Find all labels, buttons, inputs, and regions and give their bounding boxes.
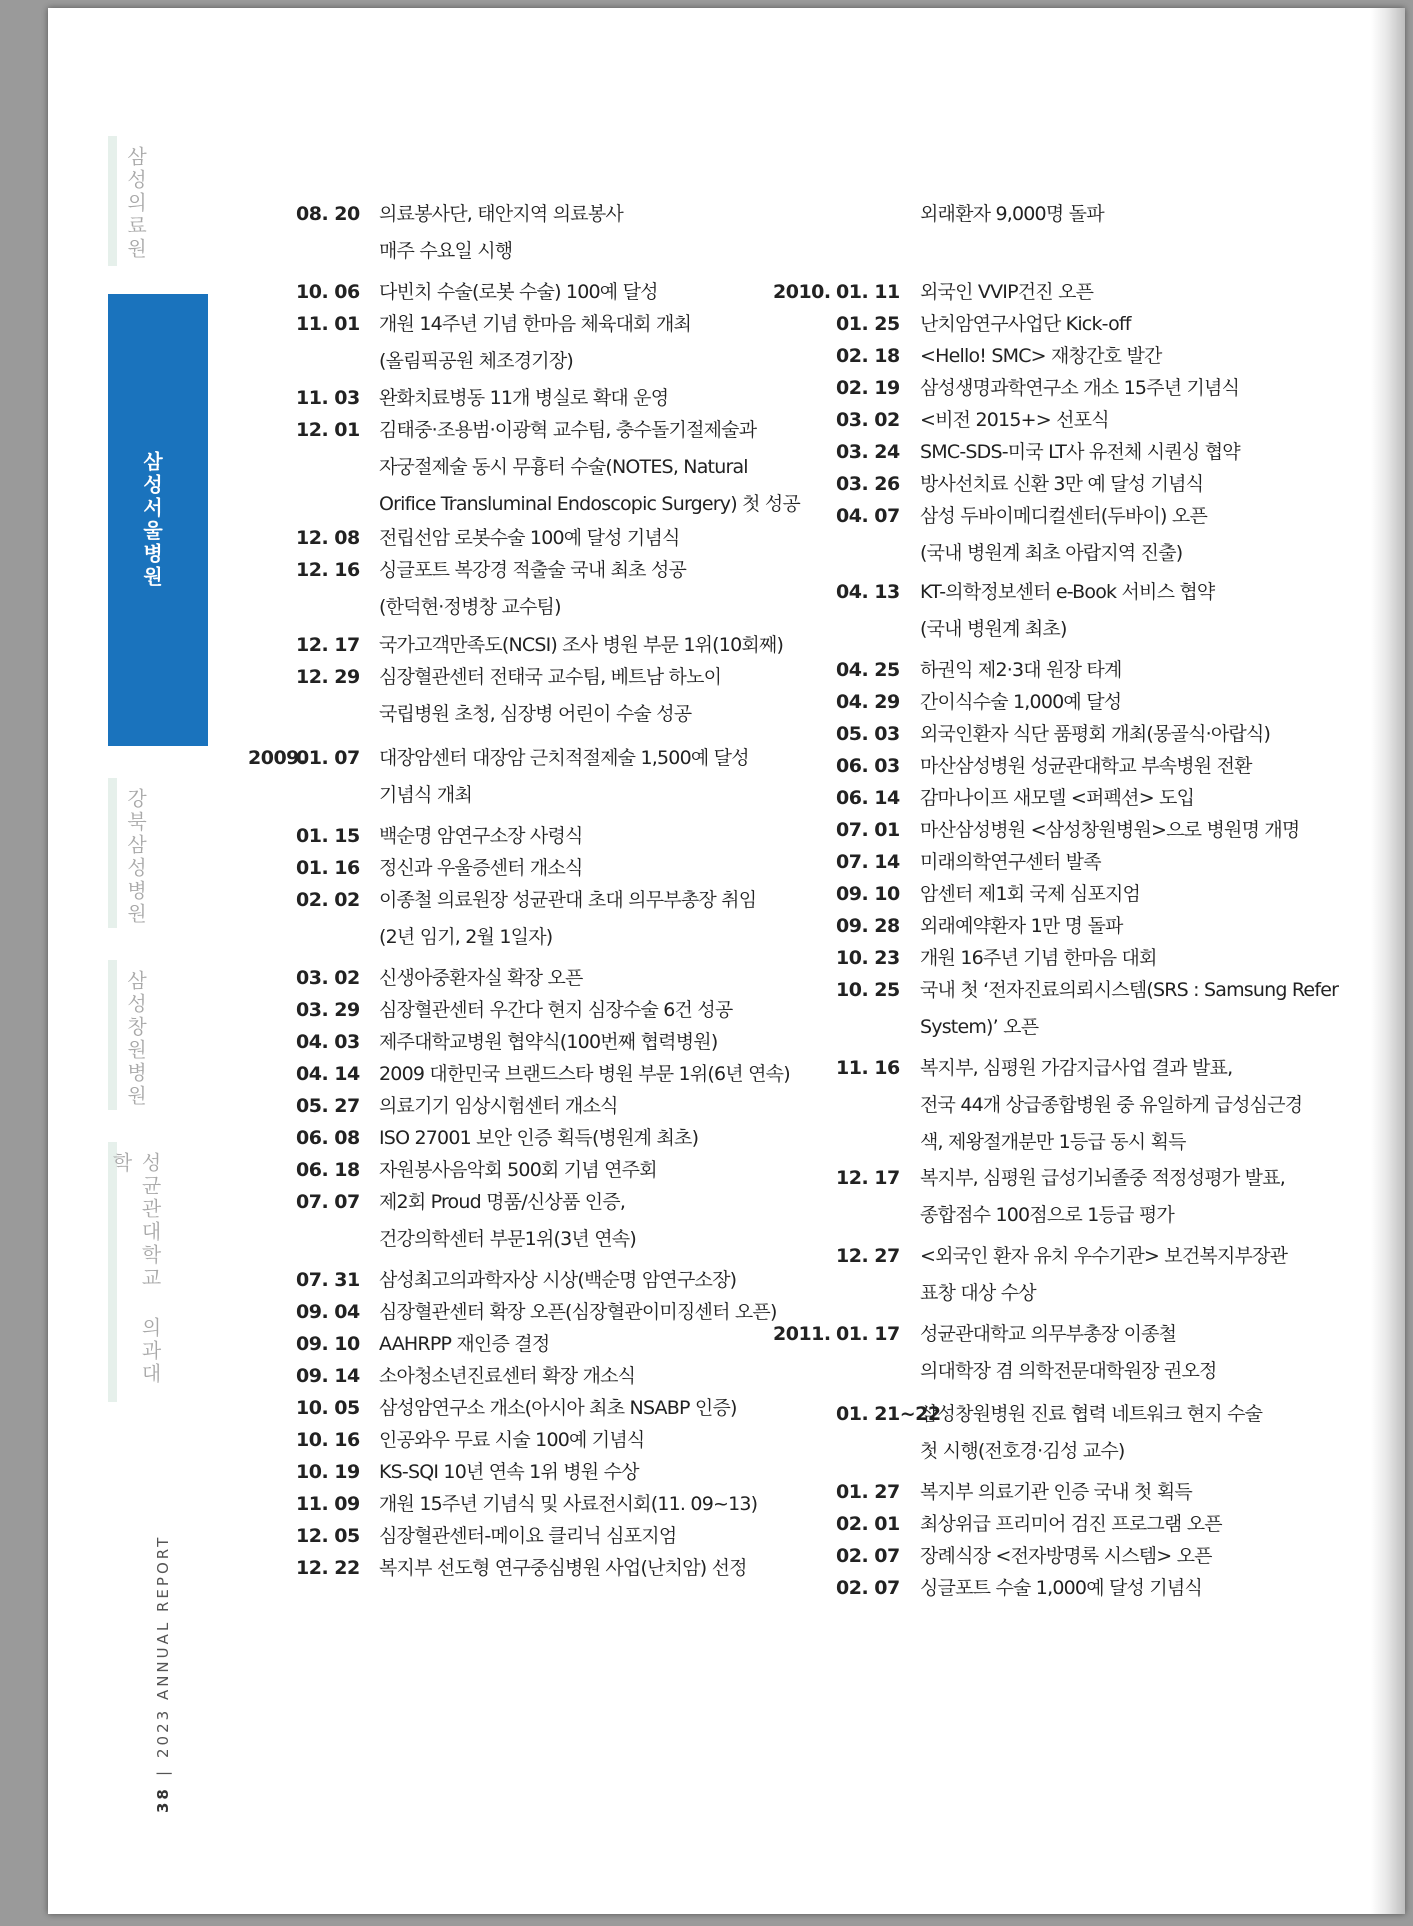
footer-separator: | <box>154 1768 172 1777</box>
timeline-event-line: 국립병원 초청, 심장병 어린이 수술 성공 <box>379 703 692 725</box>
timeline-date: 01. 11 <box>836 281 900 303</box>
timeline-event-line: 복지부, 심평원 급성기뇌졸중 적정성평가 발표, <box>920 1167 1285 1189</box>
sidebar-tab-samsung-seoul-hospital[interactable] <box>108 294 208 746</box>
timeline-date: 11. 09 <box>296 1493 360 1515</box>
timeline-event-line: 인공와우 무료 시술 100예 기념식 <box>379 1429 645 1451</box>
timeline-event-line: 미래의학연구센터 발족 <box>920 851 1101 873</box>
timeline-event-line: 간이식수술 1,000예 달성 <box>920 691 1122 713</box>
timeline-event-line: 복지부, 심평원 가감지급사업 결과 발표, <box>920 1057 1233 1079</box>
timeline-event-line: 자원봉사음악회 500회 기념 연주회 <box>379 1159 657 1181</box>
timeline-date: 09. 28 <box>836 915 900 937</box>
sidebar-tab-label: 삼성의료원 <box>123 146 148 261</box>
timeline-event-line: 마산삼성병원 성균관대학교 부속병원 전환 <box>920 755 1252 777</box>
timeline-date: 10. 06 <box>296 281 360 303</box>
timeline-date: 04. 07 <box>836 505 900 527</box>
timeline-event-line: 성균관대학교 의무부총장 이종철 <box>920 1323 1177 1345</box>
timeline-date: 04. 03 <box>296 1031 360 1053</box>
timeline-event-line: 개원 14주년 기념 한마음 체육대회 개최 <box>379 313 692 335</box>
tab-bar <box>108 960 117 1110</box>
timeline-event <box>379 412 800 523</box>
timeline-event-line: Orifice Transluminal Endoscopic Surgery) 첫 성공 <box>379 493 800 515</box>
timeline-year: 2010. <box>773 281 831 303</box>
timeline-event-line: 최상위급 프리미어 검진 프로그램 오픈 <box>920 1513 1222 1535</box>
timeline-date: 02. 19 <box>836 377 900 399</box>
timeline-event-line: 기념식 개최 <box>379 784 473 806</box>
timeline-date: 03. 24 <box>836 441 900 463</box>
timeline-date: 02. 01 <box>836 1513 900 1535</box>
timeline-date: 10. 25 <box>836 979 900 1001</box>
sidebar-tab-label: 성균관대학교 의과대학 <box>109 1152 162 1386</box>
sidebar-tab-label: 강북삼성병원 <box>123 788 148 926</box>
timeline-event-line: System)’ 오픈 <box>920 1016 1039 1038</box>
timeline-date: 04. 14 <box>296 1063 360 1085</box>
timeline-event-line: 매주 수요일 시행 <box>379 240 513 262</box>
tab-bar <box>108 136 117 266</box>
timeline-event-line: 의료봉사단, 태안지역 의료봉사 <box>379 203 623 225</box>
timeline-event-line: 삼성 두바이메디컬센터(두바이) 오픈 <box>920 505 1208 527</box>
timeline-date: 04. 13 <box>836 581 900 603</box>
timeline-date: 12. 17 <box>296 634 360 656</box>
timeline-event <box>379 659 721 733</box>
timeline-event <box>379 1184 636 1258</box>
timeline-date: 10. 05 <box>296 1397 360 1419</box>
timeline-event-line: 싱글포트 수술 1,000예 달성 기념식 <box>920 1577 1203 1599</box>
timeline-event <box>920 1316 1217 1390</box>
timeline-event <box>920 1160 1285 1234</box>
timeline-event-line: SMC-SDS-미국 LT사 유전체 시퀀싱 협약 <box>920 441 1240 463</box>
timeline-event-line: 전국 44개 상급종합병원 중 유일하게 급성심근경 <box>920 1094 1303 1116</box>
timeline-event-line: 삼성창원병원 진료 협력 네트워크 현지 수술 <box>920 1403 1263 1425</box>
timeline-date: 07. 31 <box>296 1269 360 1291</box>
timeline-date: 10. 23 <box>836 947 900 969</box>
timeline-date: 09. 04 <box>296 1301 360 1323</box>
timeline-event-line: <외국인 환자 유치 우수기관> 보건복지부장관 <box>920 1245 1288 1267</box>
timeline-date: 12. 27 <box>836 1245 900 1267</box>
sidebar-tab-skku-medicine[interactable] <box>108 1142 162 1402</box>
timeline-date: 11. 03 <box>296 387 360 409</box>
timeline-event-line: 복지부 선도형 연구중심병원 사업(난치암) 선정 <box>379 1557 747 1579</box>
timeline-date: 01. 15 <box>296 825 360 847</box>
annual-report-label: 2023 ANNUAL REPORT <box>154 1534 172 1759</box>
timeline-event-line: 완화치료병동 11개 병실로 확대 운영 <box>379 387 669 409</box>
timeline-event-line: 외래예약환자 1만 명 돌파 <box>920 915 1123 937</box>
sidebar-tab-label: 삼성창원병원 <box>123 970 148 1108</box>
timeline-event <box>920 1570 1202 1607</box>
timeline-date: 01. 07 <box>296 747 360 769</box>
timeline-event-line: 제주대학교병원 협약식(100번째 협력병원) <box>379 1031 718 1053</box>
timeline-event-line: 건강의학센터 부문1위(3년 연속) <box>379 1228 636 1250</box>
timeline-date: 11. 16 <box>836 1057 900 1079</box>
timeline-event-line: 개원 16주년 기념 한마음 대회 <box>920 947 1157 969</box>
timeline-event-line: 심장혈관센터 우간다 현지 심장수술 6건 성공 <box>379 999 733 1021</box>
timeline-date: 02. 07 <box>836 1545 900 1567</box>
timeline-event-line: 심장혈관센터-메이요 클리닉 심포지엄 <box>379 1525 677 1547</box>
timeline-date: 12. 05 <box>296 1525 360 1547</box>
timeline-date: 09. 10 <box>296 1333 360 1355</box>
timeline-event-line: 난치암연구사업단 Kick-off <box>920 313 1131 335</box>
timeline-event-line: 소아청소년진료센터 확장 개소식 <box>379 1365 636 1387</box>
timeline-event-line: 백순명 암연구소장 사령식 <box>379 825 583 847</box>
timeline-date: 03. 02 <box>836 409 900 431</box>
timeline-date: 01. 27 <box>836 1481 900 1503</box>
timeline-event-line: 심장혈관센터 전태국 교수팀, 베트남 하노이 <box>379 666 722 688</box>
timeline-date: 03. 26 <box>836 473 900 495</box>
timeline-event-line: 국가고객만족도(NCSI) 조사 병원 부문 1위(10회째) <box>379 634 784 656</box>
timeline-date: 12. 16 <box>296 559 360 581</box>
timeline-date: 06. 03 <box>836 755 900 777</box>
timeline-event-line: 첫 시행(전호경·김성 교수) <box>920 1440 1125 1462</box>
timeline-event <box>920 574 1214 648</box>
timeline-event-line: <Hello! SMC> 재창간호 발간 <box>920 345 1162 367</box>
timeline-event-line: 삼성생명과학연구소 개소 15주년 기념식 <box>920 377 1240 399</box>
timeline-event <box>920 1396 1262 1470</box>
timeline-date: 07. 14 <box>836 851 900 873</box>
timeline-event <box>379 1550 747 1587</box>
timeline-event-line: 방사선치료 신환 3만 예 달성 기념식 <box>920 473 1204 495</box>
timeline-event-line: 정신과 우울증센터 개소식 <box>379 857 583 879</box>
timeline-date: 09. 10 <box>836 883 900 905</box>
timeline-date: 08. 20 <box>296 203 360 225</box>
timeline-event-line: 의대학장 겸 의학전문대학원장 권오정 <box>920 1360 1217 1382</box>
timeline-date: 05. 27 <box>296 1095 360 1117</box>
timeline-event-line: 다빈치 수술(로봇 수술) 100예 달성 <box>379 281 658 303</box>
timeline-event-line: AAHRPP 재인증 결정 <box>379 1333 550 1355</box>
timeline-date: 01. 25 <box>836 313 900 335</box>
timeline-event-line: 종합점수 100점으로 1등급 평가 <box>920 1204 1174 1226</box>
timeline-date: 06. 14 <box>836 787 900 809</box>
timeline-event-line: (국내 병원계 최초) <box>920 618 1067 640</box>
timeline-date: 10. 19 <box>296 1461 360 1483</box>
timeline-date: 06. 18 <box>296 1159 360 1181</box>
timeline-event-line: 2009 대한민국 브랜드스타 병원 부문 1위(6년 연속) <box>379 1063 790 1085</box>
timeline-date: 02. 02 <box>296 889 360 911</box>
timeline-event-line: 감마나이프 새모델 <퍼펙션> 도입 <box>920 787 1195 809</box>
timeline-event-line: 외국인 VVIP건진 오픈 <box>920 281 1094 303</box>
timeline-event <box>379 306 691 380</box>
timeline-event-line: 김태중·조용범·이광혁 교수팀, 충수돌기절제술과 <box>379 419 757 441</box>
timeline-event <box>920 972 1338 1046</box>
timeline-date: 12. 08 <box>296 527 360 549</box>
timeline-date: 01. 17 <box>836 1323 900 1345</box>
timeline-event-line: 이종철 의료원장 성균관대 초대 의무부총장 취임 <box>379 889 757 911</box>
timeline-event <box>379 740 749 814</box>
timeline-year: 2011. <box>773 1323 831 1345</box>
timeline-event-line: KT-의학정보센터 e-Book 서비스 협약 <box>920 581 1215 603</box>
timeline-event <box>920 1238 1287 1312</box>
timeline-event-line: 복지부 의료기관 인증 국내 첫 획득 <box>920 1481 1192 1503</box>
timeline-event-line: 색, 제왕절개분만 1등급 동시 획득 <box>920 1131 1186 1153</box>
timeline-event-line: (2년 임기, 2월 1일자) <box>379 926 553 948</box>
timeline-year: 2009. <box>248 747 306 769</box>
timeline-event-line: 개원 15주년 기념식 및 사료전시회(11. 09~13) <box>379 1493 758 1515</box>
timeline-event-line: 자궁절제술 동시 무흉터 수술(NOTES, Natural <box>379 456 748 478</box>
timeline-date: 07. 01 <box>836 819 900 841</box>
sidebar-tab-kangbuk-samsung[interactable] <box>108 778 148 928</box>
timeline-event-line: (국내 병원계 최초 아랍지역 진출) <box>920 542 1183 564</box>
timeline-date: 07. 07 <box>296 1191 360 1213</box>
document-page <box>48 8 1405 1914</box>
page-footer <box>154 1534 172 1813</box>
timeline-date: 12. 22 <box>296 1557 360 1579</box>
timeline-date: 01. 16 <box>296 857 360 879</box>
timeline-event <box>920 196 1104 233</box>
timeline-event-line: 장례식장 <전자방명록 시스템> 오픈 <box>920 1545 1212 1567</box>
timeline-date: 12. 29 <box>296 666 360 688</box>
timeline-event-line: ISO 27001 보안 인증 획득(병원계 최초) <box>379 1127 699 1149</box>
timeline-event <box>920 498 1207 572</box>
timeline-event <box>379 882 756 956</box>
timeline-date: 10. 16 <box>296 1429 360 1451</box>
timeline-event <box>379 552 686 626</box>
timeline-event-line: 외국인환자 식단 품평회 개최(몽골식·아랍식) <box>920 723 1271 745</box>
timeline-date: 05. 03 <box>836 723 900 745</box>
timeline-date: 04. 25 <box>836 659 900 681</box>
timeline-event-line: 암센터 제1회 국제 심포지엄 <box>920 883 1141 905</box>
timeline-date: 12. 01 <box>296 419 360 441</box>
timeline-date: 03. 29 <box>296 999 360 1021</box>
timeline-event-line: 신생아중환자실 확장 오픈 <box>379 967 583 989</box>
timeline-event-line: (한덕현·정병창 교수팀) <box>379 596 561 618</box>
timeline-event-line: 제2회 Proud 명품/신상품 인증, <box>379 1191 626 1213</box>
timeline-event-line: (올림픽공원 체조경기장) <box>379 350 574 372</box>
timeline-event-line: 마산삼성병원 <삼성창원병원>으로 병원명 개명 <box>920 819 1300 841</box>
sidebar-tab-samsung-changwon[interactable] <box>108 960 148 1110</box>
timeline-event-line: 삼성최고의과학자상 시상(백순명 암연구소장) <box>379 1269 737 1291</box>
timeline-date: 04. 29 <box>836 691 900 713</box>
timeline-date: 02. 07 <box>836 1577 900 1599</box>
timeline-event-line: 국내 첫 ‘전자진료의뢰시스템(SRS : Samsung Refer <box>920 979 1339 1001</box>
timeline-date: 02. 18 <box>836 345 900 367</box>
timeline-date: 01. 21~22 <box>836 1403 941 1425</box>
timeline-date: 09. 14 <box>296 1365 360 1387</box>
timeline-event-line: 대장암센터 대장암 근치적절제술 1,500예 달성 <box>379 747 749 769</box>
timeline-event-line: 심장혈관센터 확장 오픈(심장혈관이미징센터 오픈) <box>379 1301 777 1323</box>
timeline-date: 11. 01 <box>296 313 360 335</box>
timeline-event-line: 전립선암 로봇수술 100예 달성 기념식 <box>379 527 680 549</box>
timeline-event-line: 의료기기 임상시험센터 개소식 <box>379 1095 618 1117</box>
timeline-event-line: 외래환자 9,000명 돌파 <box>920 203 1104 225</box>
page-number: 38 <box>154 1786 172 1813</box>
timeline-date: 12. 17 <box>836 1167 900 1189</box>
tab-bar <box>108 778 117 928</box>
timeline-event-line: 표창 대상 수상 <box>920 1282 1036 1304</box>
page-fold-shadow <box>1371 8 1405 1914</box>
sidebar-tab-label: 삼성서울병원 <box>139 451 164 589</box>
timeline-event-line: KS-SQI 10년 연속 1위 병원 수상 <box>379 1461 639 1483</box>
timeline-event <box>379 196 623 270</box>
sidebar-tab-samsung-medical-center[interactable] <box>108 136 148 266</box>
timeline-event <box>920 1050 1302 1161</box>
timeline-event-line: <비전 2015+> 선포식 <box>920 409 1109 431</box>
timeline-event-line: 하권익 제2·3대 원장 타계 <box>920 659 1122 681</box>
timeline-event-line: 삼성암연구소 개소(아시아 최초 NSABP 인증) <box>379 1397 737 1419</box>
timeline-event-line: 싱글포트 복강경 적출술 국내 최초 성공 <box>379 559 687 581</box>
timeline-date: 06. 08 <box>296 1127 360 1149</box>
timeline-date: 03. 02 <box>296 967 360 989</box>
